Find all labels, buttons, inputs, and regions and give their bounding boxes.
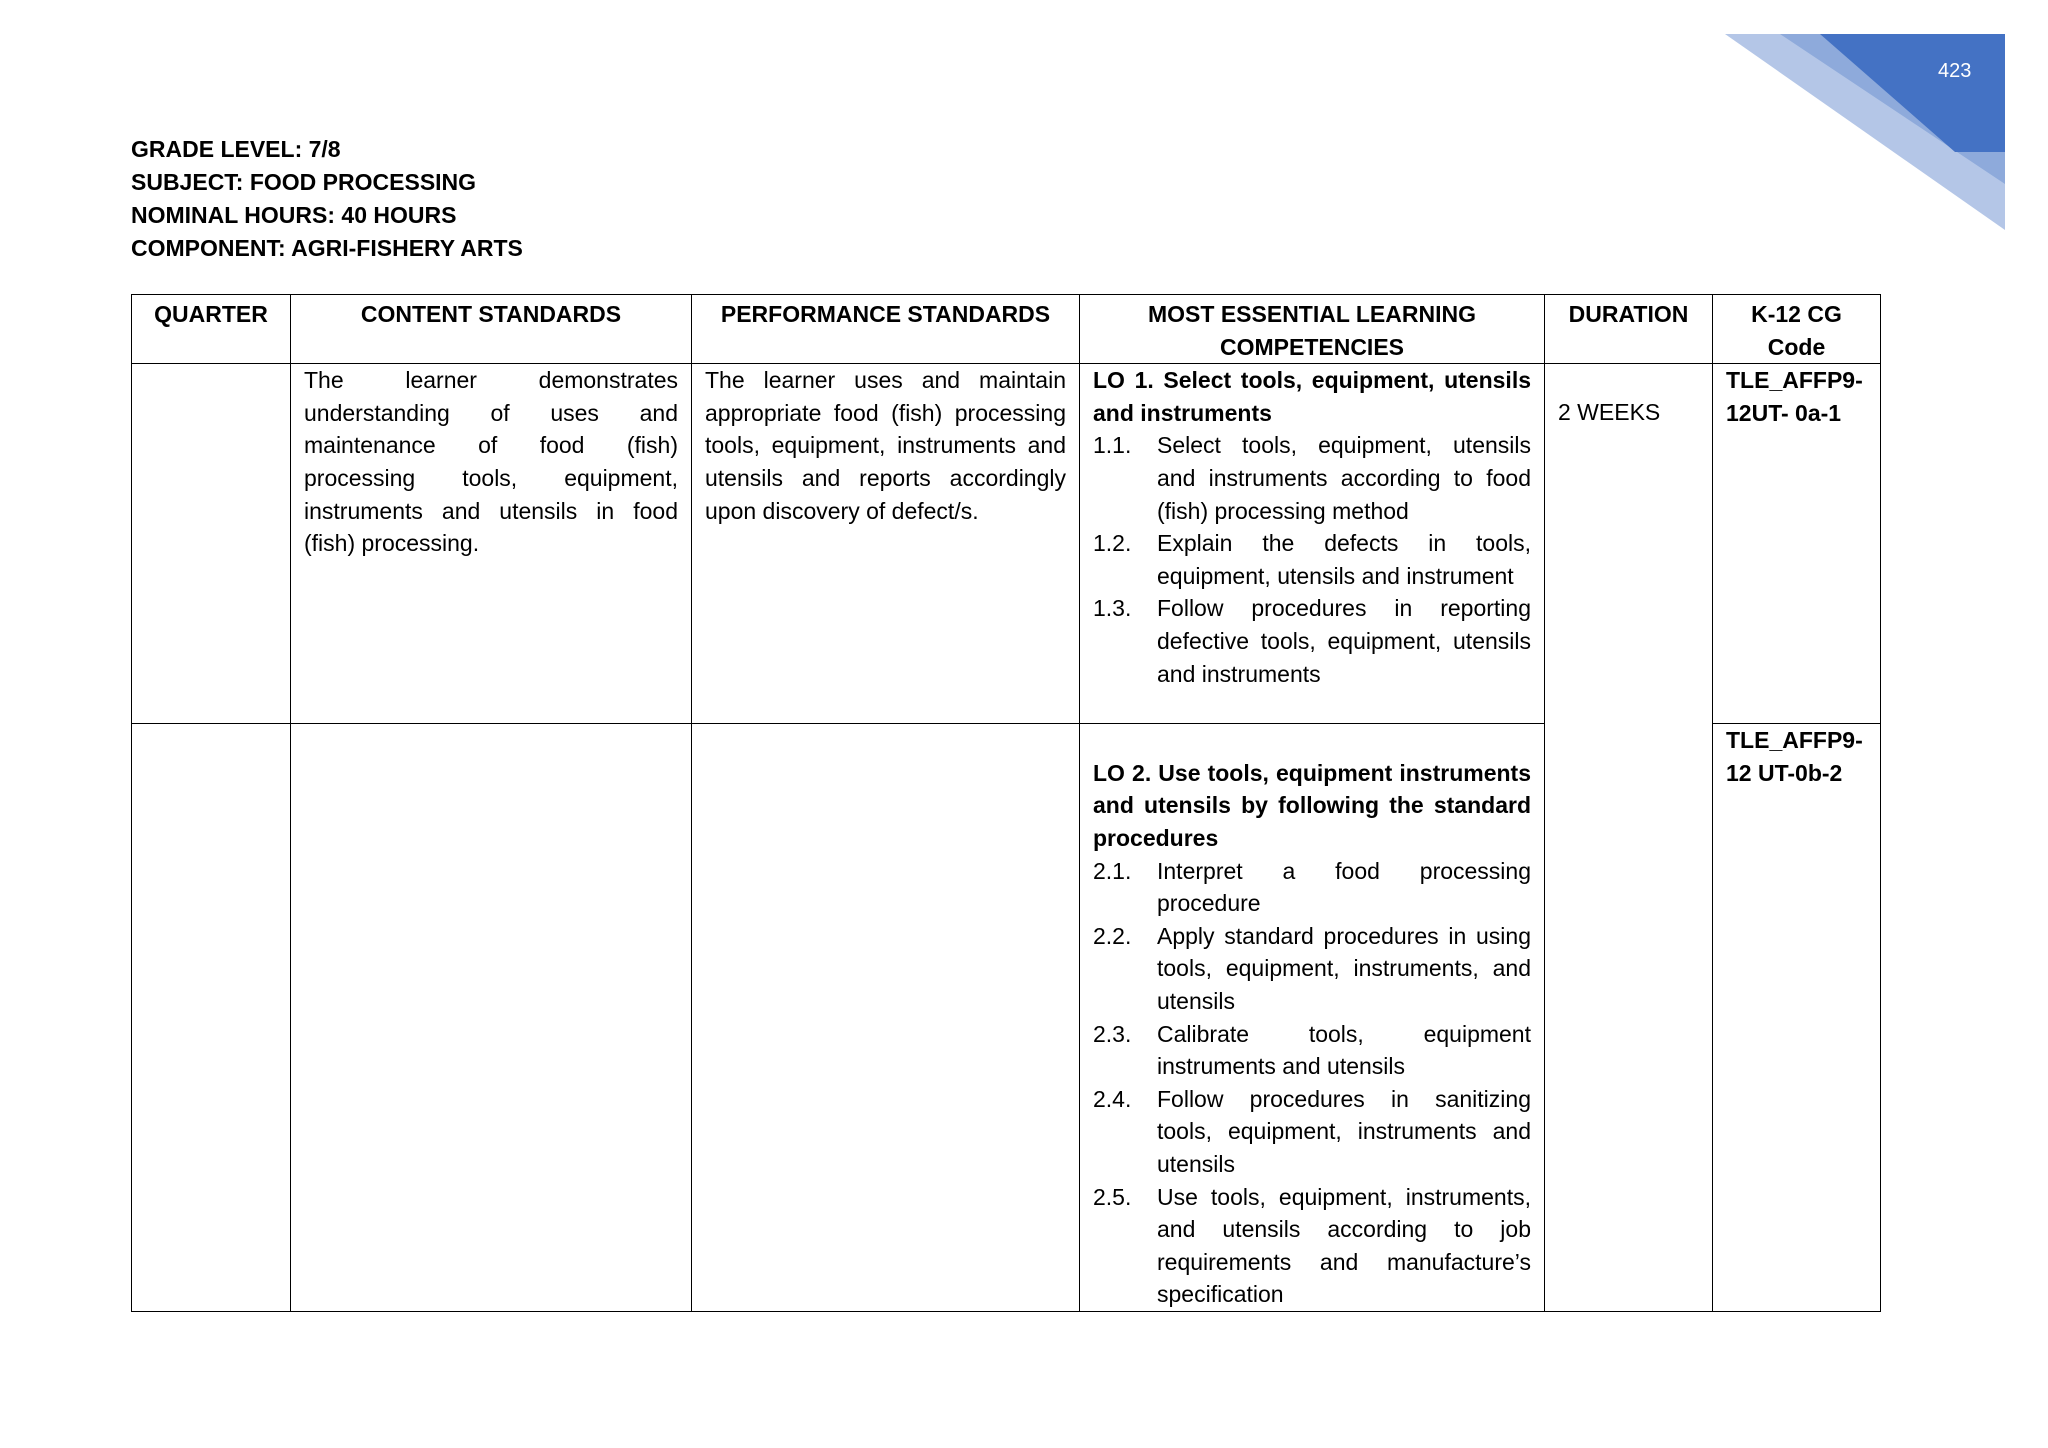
duration-cell: 2 WEEKS bbox=[1545, 364, 1713, 1312]
column-header-quarter: QUARTER bbox=[132, 295, 291, 364]
curriculum-table bbox=[131, 294, 1881, 1312]
performance-standard-cell: The learner uses and maintain appropriate food (fish) processing tools, equipment, instruments and utensils and reports accordingly upon discovery of defect/s. bbox=[692, 364, 1080, 724]
document-header bbox=[131, 133, 523, 265]
table-row bbox=[132, 364, 1881, 724]
spacer bbox=[1093, 724, 1531, 757]
list-item: 1.1. Select tools, equipment, utensils and instruments according to food (fish) processing method bbox=[1093, 432, 1531, 524]
performance-standard-cell bbox=[692, 724, 1080, 1312]
competencies-cell bbox=[1080, 364, 1545, 724]
column-header-code: K-12 CG Code bbox=[1713, 295, 1881, 364]
table-header-row bbox=[132, 295, 1881, 364]
content-standard-cell: The learner demonstrates understanding of uses and maintenance of food (fish) processing tools, equipment, instruments and utensils in food (fish) processing. bbox=[291, 364, 692, 724]
list-item: 2.4. Follow procedures in sanitizing tools, equipment, instruments and utensils bbox=[1093, 1085, 1531, 1177]
column-header-content-standards: CONTENT STANDARDS bbox=[291, 295, 692, 364]
lo-title: LO 1. Select tools, equipment, utensils and instruments bbox=[1093, 367, 1531, 426]
column-header-melc: MOST ESSENTIAL LEARNING COMPETENCIES bbox=[1080, 295, 1545, 364]
list-item: 1.2. Explain the defects in tools, equipment, utensils and instrument bbox=[1093, 530, 1531, 589]
grade-level: GRADE LEVEL: 7/8 bbox=[131, 136, 341, 162]
quarter-cell bbox=[132, 724, 291, 1312]
lo-title: LO 2. Use tools, equipment instruments and utensils by following the standard procedures bbox=[1093, 759, 1531, 851]
content-standard-cell bbox=[291, 724, 692, 1312]
component: COMPONENT: AGRI-FISHERY ARTS bbox=[131, 235, 523, 261]
column-header-performance-standards: PERFORMANCE STANDARDS bbox=[692, 295, 1080, 364]
list-item: 2.2. Apply standard procedures in using tools, equipment, instruments, and utensils bbox=[1093, 922, 1531, 1014]
quarter-cell bbox=[132, 364, 291, 724]
list-item: 1.3. Follow procedures in reporting defective tools, equipment, utensils and instruments bbox=[1093, 595, 1531, 687]
code-cell: TLE_AFFP9-12 UT-0b-2 bbox=[1713, 724, 1881, 1312]
page-number: 423 bbox=[1938, 60, 1972, 82]
list-item: 2.5. Use tools, equipment, instruments, and utensils according to job requirements and manufacture’s specification bbox=[1093, 1183, 1531, 1308]
competencies-cell bbox=[1080, 724, 1545, 1312]
code-cell: TLE_AFFP9-12UT- 0a-1 bbox=[1713, 364, 1881, 724]
column-header-duration: DURATION bbox=[1545, 295, 1713, 364]
nominal-hours: NOMINAL HOURS: 40 HOURS bbox=[131, 202, 457, 228]
list-item: 2.3. Calibrate tools, equipment instruments and utensils bbox=[1093, 1020, 1531, 1080]
subject: SUBJECT: FOOD PROCESSING bbox=[131, 169, 477, 195]
list-item: 2.1. Interpret a food processing procedure bbox=[1093, 857, 1531, 917]
